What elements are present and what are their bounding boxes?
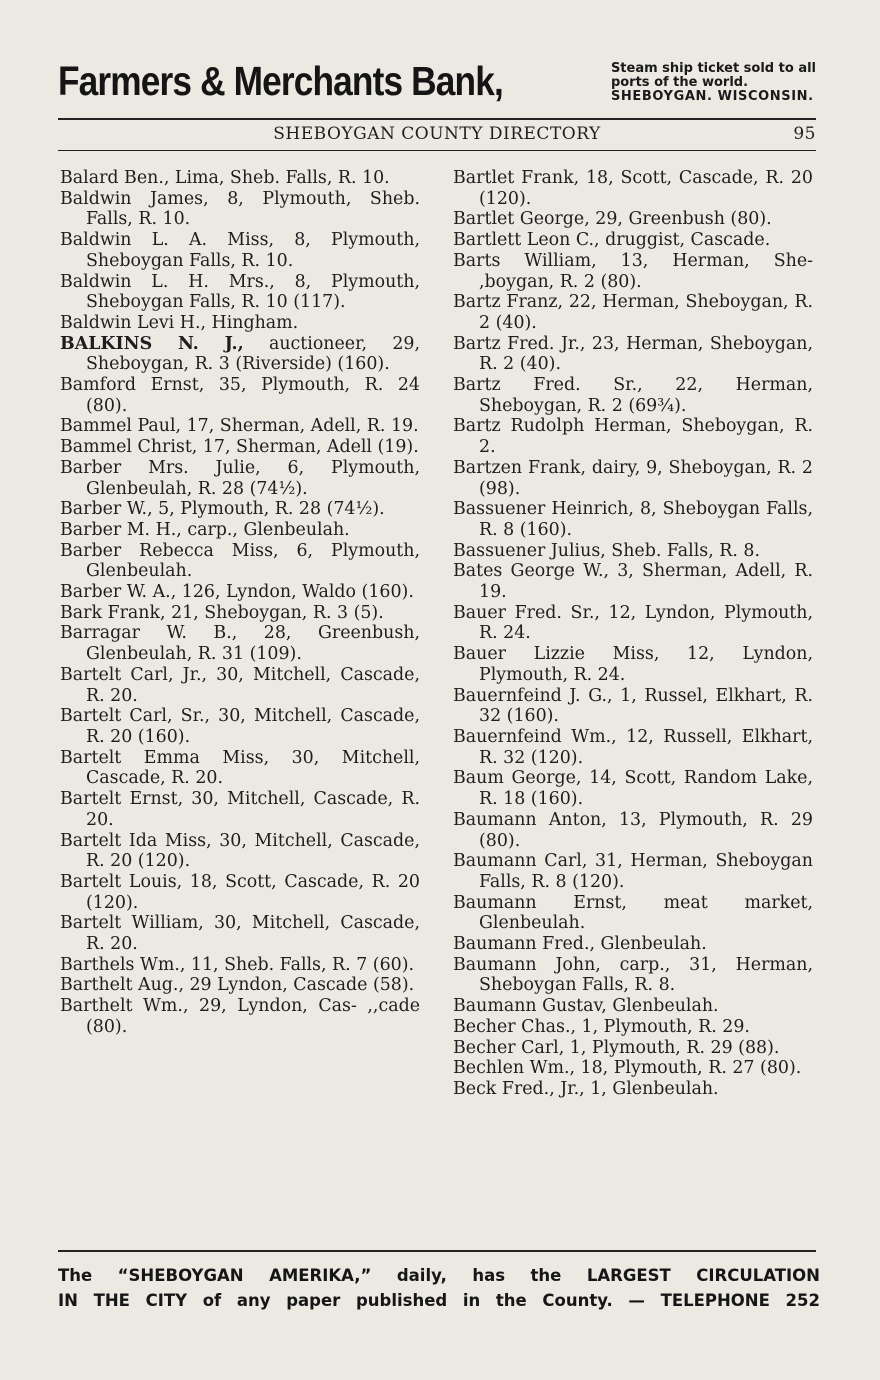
entry-text: Baumann John, carp., 31, Herman, Sheboygan Falls, R. 8. (453, 954, 813, 996)
running-head-rule (58, 150, 816, 151)
footer-rule (58, 1250, 816, 1252)
entry-text: Barber W., 5, Plymouth, R. 28 (74½). (60, 499, 385, 520)
directory-entry (453, 541, 813, 562)
entry-text: Bammel Christ, 17, Sherman, Adell (19). (60, 437, 419, 458)
entry-text: Bartlet Frank, 18, Scott, Cascade, R. 20 (120). (453, 168, 813, 209)
directory-entry (453, 458, 813, 499)
entry-text: Bartelt Emma Miss, 30, Mitchell, Cascade, R. 20. (60, 747, 420, 789)
directory-entry (60, 416, 420, 437)
directory-entry (453, 561, 813, 602)
footer-line-1: The “SHEBOYGAN AMERIKA,” daily, has the LARGEST CIRCULATION (58, 1266, 820, 1285)
entry-text: Baum George, 14, Scott, Random Lake, R. 18 (160). (453, 768, 813, 810)
entry-text: Baldwin L. H. Mrs., 8, Plymouth, Sheboygan Falls, R. 10 (117). (60, 271, 420, 313)
entry-text: Baldwin L. A. Miss, 8, Plymouth, Sheboygan Falls, R. 10. (60, 230, 420, 271)
entry-text: Bartelt Ernst, 30, Mitchell, Cascade, R. 20. (60, 789, 420, 830)
directory-entry (453, 893, 813, 934)
entry-text: Bartelt William, 30, Mitchell, Cascade, R. 20. (60, 913, 420, 955)
directory-entry (60, 313, 420, 334)
entry-text: Barber W. A., 126, Lyndon, Waldo (160). (60, 582, 414, 603)
directory-entry (60, 168, 420, 189)
directory-entry (60, 603, 420, 624)
directory-entry (453, 768, 813, 809)
directory-entry (453, 934, 813, 955)
entry-text: Barthelt Wm., 29, Lyndon, Cas- ,,cade (80). (60, 996, 420, 1037)
entry-text: Bauer Fred. Sr., 12, Lyndon, Plymouth, R. 24. (453, 602, 813, 644)
header-rule (58, 118, 816, 120)
entry-text: Beck Fred., Jr., 1, Glenbeulah. (453, 1078, 719, 1099)
entry-text: Baldwin Levi H., Hingham. (60, 312, 299, 333)
page-number: 95 (793, 124, 816, 144)
entry-text: Bartz Franz, 22, Herman, Sheboygan, R. 2 (40). (453, 292, 813, 333)
entry-text: Bauernfeind J. G., 1, Russel, Elkhart, R. 32 (160). (453, 685, 813, 727)
entry-text: Barber Rebecca Miss, 6, Plymouth, Glenbeulah. (60, 540, 420, 582)
directory-entry (60, 955, 420, 976)
directory-entry (60, 706, 420, 747)
entry-text: Bark Frank, 21, Sheboygan, R. 3 (5). (60, 602, 384, 623)
directory-entry (453, 686, 813, 727)
entry-text: Becher Carl, 1, Plymouth, R. 29 (88). (453, 1037, 780, 1058)
entry-text: Bartlet George, 29, Greenbush (80). (453, 209, 772, 230)
directory-entry (60, 831, 420, 872)
directory-entry (60, 541, 420, 582)
entry-text: Baumann Anton, 13, Plymouth, R. 29 (80). (453, 809, 813, 851)
directory-entry (453, 499, 813, 540)
directory-entry (453, 251, 813, 292)
entry-text: Barts William, 13, Herman, She- ,boygan, R. 2 (80). (453, 250, 813, 292)
entry-text: Barber M. H., carp., Glenbeulah. (60, 519, 350, 540)
entry-text: Bartz Fred. Sr., 22, Herman, Sheboygan, R. 2 (69¾). (453, 375, 813, 416)
ad-line-2: ports of the world. (610, 75, 749, 90)
directory-entry (453, 851, 813, 892)
entry-text: Baumann Carl, 31, Herman, Sheboygan Falls, R. 8 (120). (453, 851, 813, 892)
entry-text: Barthels Wm., 11, Sheb. Falls, R. 7 (60). (60, 954, 415, 975)
directory-entry (60, 975, 420, 996)
entry-text: Bassuener Heinrich, 8, Sheboygan Falls, R. 8 (160). (453, 499, 813, 540)
entry-text: Barber Mrs. Julie, 6, Plymouth, Glenbeulah, R. 28 (74½). (60, 457, 420, 499)
entry-text: Baumann Ernst, meat market, Glenbeulah. (453, 892, 813, 934)
directory-entry (453, 644, 813, 685)
directory-entry (453, 230, 813, 251)
entry-text: Bartelt Carl, Jr., 30, Mitchell, Cascade, R. 20. (60, 664, 420, 706)
directory-entry (60, 437, 420, 458)
directory-entry (453, 168, 813, 209)
directory-entry (453, 292, 813, 333)
entry-text: Baumann Fred., Glenbeulah. (453, 934, 707, 955)
bank-ad-details (611, 62, 816, 104)
directory-entry (60, 748, 420, 789)
directory-entry (453, 1058, 813, 1079)
directory-entry (453, 1079, 813, 1100)
directory-entry (60, 499, 420, 520)
entry-text: Bates George W., 3, Sherman, Adell, R. 19. (453, 561, 813, 603)
directory-entry (453, 955, 813, 996)
directory-entry (60, 789, 420, 830)
directory-entry (453, 375, 813, 416)
directory-entry (453, 810, 813, 851)
entry-text: Bechlen Wm., 18, Plymouth, R. 27 (80). (453, 1058, 802, 1079)
directory-entry (453, 1017, 813, 1038)
directory-entry (60, 665, 420, 706)
entry-text: Bartlett Leon C., druggist, Cascade. (453, 230, 771, 251)
entry-text: Bartz Rudolph Herman, Sheboygan, R. 2. (453, 416, 813, 458)
directory-entry (60, 458, 420, 499)
directory-entry (60, 872, 420, 913)
right-column (453, 168, 813, 1100)
bank-name: Farmers & Merchants Bank, (58, 58, 503, 104)
bank-advertisement (58, 58, 816, 120)
directory-entry (60, 913, 420, 954)
left-column (60, 168, 420, 1038)
directory-entry (453, 996, 813, 1017)
directory-entry (60, 230, 420, 271)
directory-entry (453, 334, 813, 375)
entry-text: Bauer Lizzie Miss, 12, Lyndon, Plymouth, R. 24. (453, 644, 813, 685)
directory-entry (60, 334, 420, 375)
entry-text: auctioneer, 29, Sheboygan, R. 3 (Riverside) (160). (86, 333, 420, 375)
entry-text: Barthelt Aug., 29 Lyndon, Cascade (58). (60, 975, 415, 996)
entry-name-bold: BALKINS N. J., (60, 333, 244, 354)
entry-text: Bartzen Frank, dairy, 9, Sheboygan, R. 2 (98). (453, 457, 813, 499)
entry-text: Bartz Fred. Jr., 23, Herman, Sheboygan, R. 2 (40). (453, 333, 813, 375)
directory-entry (453, 603, 813, 644)
entry-text: Bartelt Ida Miss, 30, Mitchell, Cascade, R. 20 (120). (60, 830, 420, 872)
entry-text: Becher Chas., 1, Plymouth, R. 29. (453, 1016, 750, 1037)
directory-entry (453, 209, 813, 230)
directory-entry (60, 623, 420, 664)
directory-entry (60, 375, 420, 416)
directory-entry (60, 582, 420, 603)
entry-text: Barragar W. B., 28, Greenbush, Glenbeulah, R. 31 (109). (60, 623, 420, 665)
newspaper-advertisement (58, 1263, 820, 1313)
directory-entry (60, 996, 420, 1037)
entry-text: Bamford Ernst, 35, Plymouth, R. 24 (80). (60, 375, 420, 416)
ad-line-3: SHEBOYGAN. WISCONSIN. (610, 89, 814, 104)
entry-text: Bartelt Carl, Sr., 30, Mitchell, Cascade, R. 20 (160). (60, 706, 420, 747)
ad-line-1: Steam ship ticket sold to all (610, 61, 816, 76)
entry-text: Baldwin James, 8, Plymouth, Sheb. Falls, R. 10. (60, 188, 420, 230)
entry-text: Balard Ben., Lima, Sheb. Falls, R. 10. (60, 168, 390, 188)
directory-entry (453, 1038, 813, 1059)
entry-text: Bassuener Julius, Sheb. Falls, R. 8. (453, 540, 760, 561)
directory-entry (453, 727, 813, 768)
directory-entry (453, 416, 813, 457)
entry-text: Bartelt Louis, 18, Scott, Cascade, R. 20 (120). (60, 871, 420, 913)
directory-entry (60, 520, 420, 541)
running-head (58, 124, 816, 148)
directory-entry (60, 272, 420, 313)
entry-text: Bammel Paul, 17, Sherman, Adell, R. 19. (60, 416, 419, 437)
footer-line-2: IN THE CITY of any paper published in the County. — TELEPHONE 252 (58, 1291, 820, 1310)
entry-text: Bauernfeind Wm., 12, Russell, Elkhart, R. 32 (120). (453, 726, 813, 768)
directory-entry (60, 189, 420, 230)
directory-title: SHEBOYGAN COUNTY DIRECTORY (273, 124, 601, 144)
entry-text: Baumann Gustav, Glenbeulah. (453, 996, 719, 1017)
